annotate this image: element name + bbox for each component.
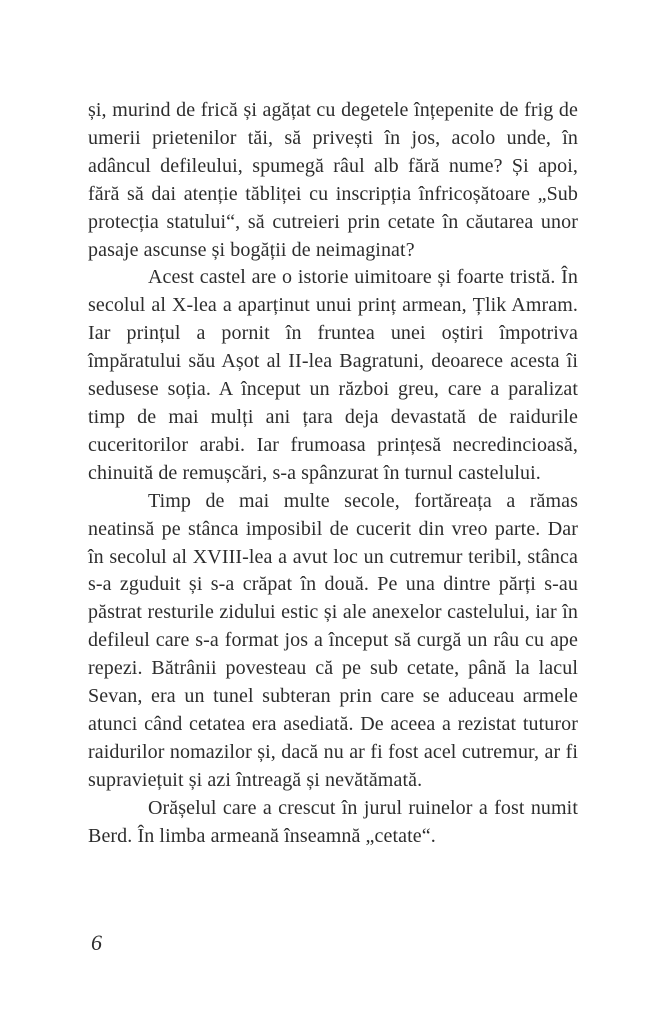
text-block bbox=[88, 97, 578, 850]
paragraph: Timp de mai multe secole, fortăreața a rămas neatinsă pe stânca imposibil de cucerit din vreo parte. Dar în secolul al XVIII-lea a avut loc un cutremur teribil, stânca s-a zguduit și s-a crăpat în două. Pe una dintre părți s-au păstrat resturile zidului estic și ale anexelor castelului, iar în defileul care s-a format jos a început să curgă un râu cu ape repezi. Bătrânii povesteau că pe sub cetate, până la lacul Sevan, era un tunel subteran prin care se aduceau armele atunci când cetatea era asediată. De aceea a rezistat tuturor raidurilor nomazilor și, dacă nu ar fi fost acel cutremur, ar fi supraviețuit și azi întreagă și nevătămată. bbox=[88, 489, 578, 791]
paragraph: Orășelul care a crescut în jurul ruinelor a fost numit Berd. În limba armeană înseamnă „cetate“. bbox=[88, 796, 578, 847]
paragraph: și, murind de frică și agățat cu degetele înțepenite de frig de umerii prietenilor tăi, să privești în jos, acolo unde, în adâncul defileului, spumegă râul alb fără nume? Și apoi, fără să dai atenție tăbliței cu inscripția înfricoșătoare „Sub protecția statului“, să cutreieri prin cetate în căutarea unor pasaje ascunse și bogății de neimaginat? bbox=[88, 99, 578, 261]
paragraph: Acest castel are o istorie uimitoare și foarte tristă. În secolul al X-lea a aparținut unui prinț armean, Țlik Amram. Iar prințul a pornit în fruntea unei oștiri împotriva împăratului său Așot al II-lea Bagratuni, deoarece acesta îi sedusese soția. A început un război greu, care a paralizat timp de mai mulți ani țara deja devastată de raidurile cuceritorilor arabi. Iar frumoasa prințesă necredincioasă, chinuită de remușcări, s-a spânzurat în turnul castelului. bbox=[88, 266, 578, 484]
page-number: 6 bbox=[91, 930, 102, 955]
